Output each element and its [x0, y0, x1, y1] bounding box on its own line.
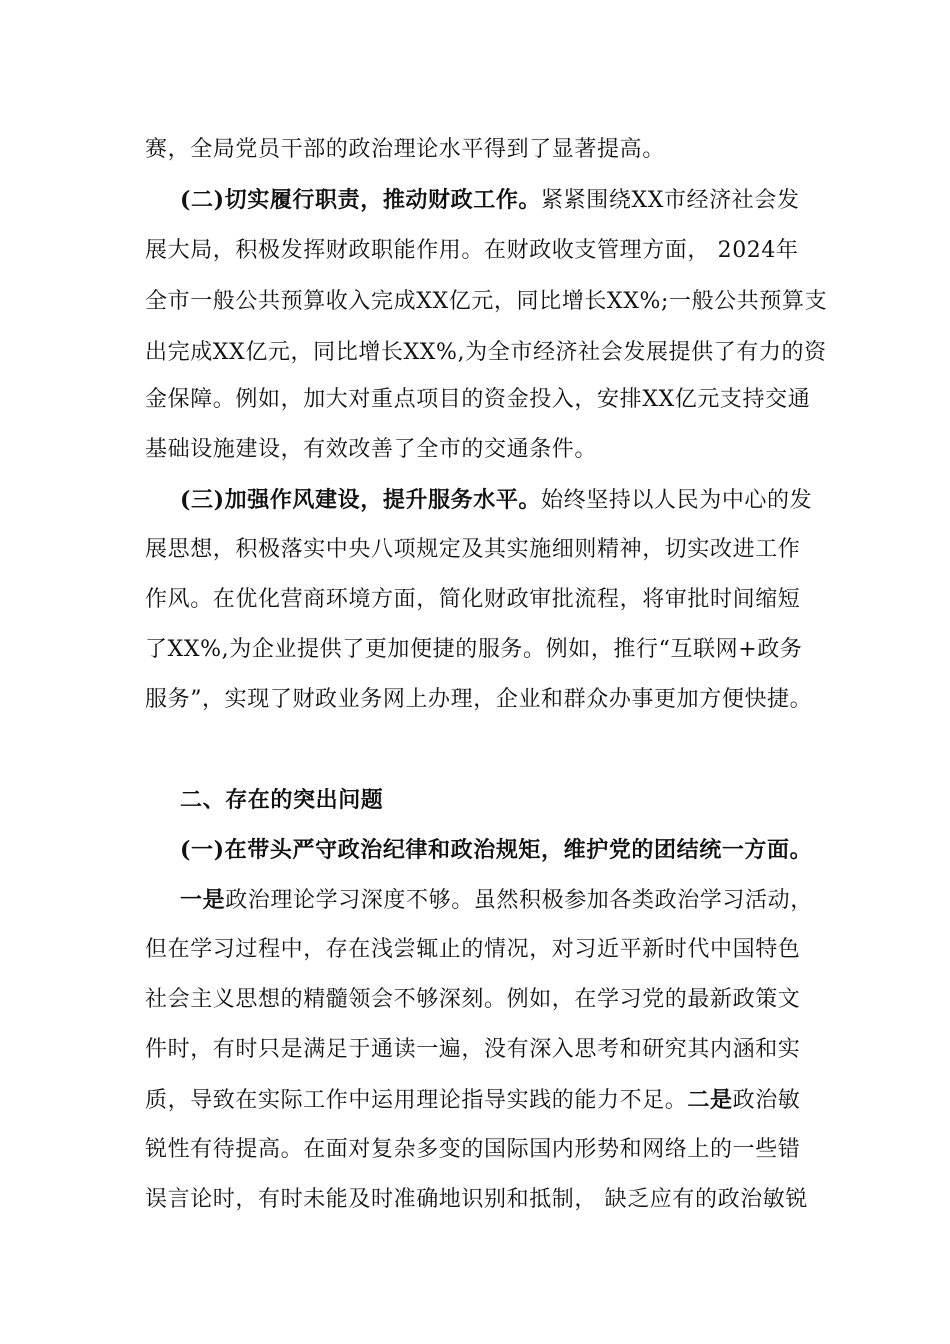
text-line [145, 685, 812, 715]
text-line [145, 1085, 800, 1116]
text-segment: 但在学习过程中，存在浅尝辄止的情况，对习近平新时代中国特色 [145, 937, 801, 962]
text-segment: 出完成XX亿元，同比增长XX%,为全市经济社会发展提供了有力的资 [145, 340, 827, 365]
text-line [180, 885, 813, 916]
section-heading-line [180, 785, 383, 816]
text-segment: 展大局，积极发挥财政职能作用。在财政收支管理方面， 2024年 [145, 238, 799, 263]
text-segment: 质，导致在实际工作中运用理论指导实践的能力不足。 [145, 1088, 688, 1113]
point-label: 一是 [180, 887, 226, 913]
text-line [145, 385, 810, 415]
point-label: 二是 [687, 1087, 733, 1113]
subsection-heading: (二)切实履行职责，推动财政工作。 [180, 187, 542, 213]
text-line [145, 935, 800, 965]
text-segment: 件时，有时只是满足于通读一遍，没有深入思考和研究其内涵和实 [145, 1037, 801, 1062]
text-segment: 误言论时，有时未能及时准确地识别和抵制， 缺乏应有的政治敏锐 [145, 1187, 808, 1212]
text-segment: 始终坚持以人民为中心的发 [541, 488, 813, 513]
text-segment: 紧紧围绕XX市经济社会发 [541, 188, 800, 213]
text-segment: 赛，全局党员干部的政治理论水平得到了显著提高。 [145, 137, 665, 162]
text-segment: 政治理论学习深度不够。虽然积极参加各类政治学习活动， [225, 888, 813, 913]
text-line [145, 635, 803, 665]
text-segment: 锐性有待提高。在面对复杂多变的国际国内形势和网络上的一些错 [145, 1137, 801, 1162]
text-line [145, 338, 827, 368]
text-segment: 基础设施建设，有效改善了全市的交通条件。 [145, 437, 598, 462]
text-segment: 展思想，积极落实中央八项规定及其实施细则精神，切实改进工作 [145, 537, 801, 562]
subsection-heading: (三)加强作风建设，提升服务水平。 [180, 487, 542, 513]
text-segment: 金保障。例如，加大对重点项目的资金投入，安排XX亿元支持交通 [145, 387, 811, 412]
text-line [145, 236, 799, 266]
subsection-heading: (一)在带头严守政治纪律和政治规矩，维护党的团结统一方面。 [180, 837, 813, 863]
text-segment: 作风。在优化营商环境方面，简化财政审批流程，将审批时间缩短 [145, 587, 801, 612]
subsection-heading-line [180, 835, 812, 866]
text-line [145, 135, 665, 165]
text-line [145, 1185, 808, 1215]
text-line [145, 287, 827, 317]
subsection-heading-line [180, 485, 812, 516]
section-heading: 二、存在的突出问题 [180, 787, 384, 813]
text-line [145, 1035, 800, 1065]
text-line [145, 535, 800, 565]
text-line [145, 985, 800, 1015]
subsection-heading-line [180, 185, 800, 216]
text-line [145, 1135, 800, 1165]
text-line [145, 435, 597, 465]
text-segment: 了XX%,为企业提供了更加便捷的服务。例如，推行“互联网+政务 [145, 637, 803, 662]
text-line [145, 585, 800, 615]
text-segment: 政治敏 [732, 1088, 801, 1113]
text-segment: 全市一般公共预算收入完成XX亿元，同比增长XX%;一般公共预算支 [145, 289, 828, 314]
text-segment: 社会主义思想的精髓领会不够深刻。例如，在学习党的最新政策文 [145, 987, 801, 1012]
text-segment: 服务”，实现了财政业务网上办理，企业和群众办事更加方便快捷。 [145, 687, 813, 712]
